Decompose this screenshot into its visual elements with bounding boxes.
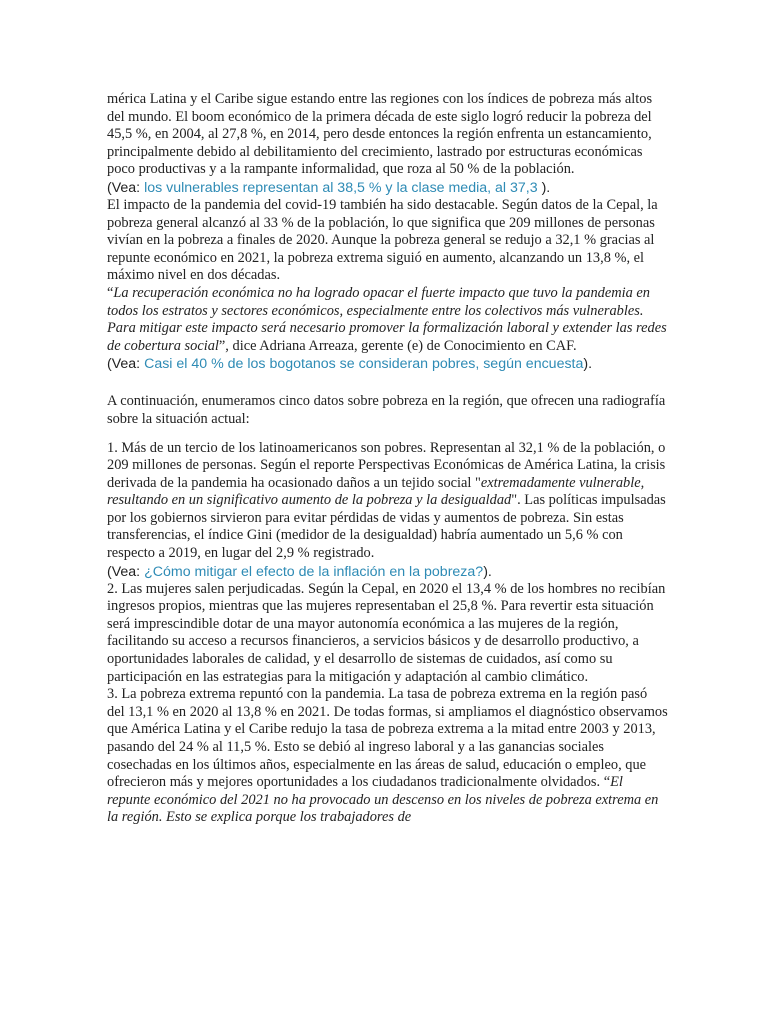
item-1-lead: 1. Más de un tercio de los latinoamericanos son pobres. Representan al 32,1 % de la población, o 209 millones de personas. Según el reporte Perspectivas Económicas de América Latina, la crisis derivada de la pandemia ha ocasionado daños a un tejido social "	[107, 439, 666, 491]
continuation-paragraph: A continuación, enumeramos cinco datos sobre pobreza en la región, que ofrecen una radiografía sobre la situación actual:	[107, 393, 666, 427]
item-3-paragraph	[107, 686, 668, 827]
vea-close: ).	[483, 563, 492, 580]
item-1-rest: ". Las políticas impulsadas por los gobiernos sirvieron para evitar pérdidas de vidas y aumentos de pobreza. Sin estas transferencias, el índice Gini (medidor de la desigualdad) habría aumentado un 5,6 % con respecto a 2019, en lugar del 2,9 % registrado.	[107, 492, 666, 562]
quote-paragraph	[107, 285, 668, 355]
vea-close: ).	[583, 356, 593, 373]
item-2-paragraph: 2. Las mujeres salen perjudicadas. Según la Cepal, en 2020 el 13,4 % de los hombres no recibían ingresos propios, mientras que las mujeres representaban el 25,8 %. Para revertir esta situación será imprescindible dotar de una mayor autonomía económica a las mujeres de la región, facilitando su acceso a recursos financieros, a servicios básicos y de desarrollo productivo, a oportunidades laborales de calidad, y el desarrollo de sistemas de cuidados, así como su participación en las estrategias para la mitigación y adaptación al cambio climático.	[107, 580, 666, 685]
vea-open: (Vea:	[107, 563, 145, 580]
link-vulnerables[interactable]: los vulnerables representan al 38,5 % y la clase media, al 37,3	[144, 179, 542, 196]
vea-reference-1	[107, 179, 668, 197]
link-bogotanos[interactable]: Casi el 40 % de los bogotanos se consideran pobres, según encuesta	[144, 356, 584, 373]
item-3-lead: 3. La pobreza extrema repuntó con la pandemia. La tasa de pobreza extrema en la región pasó del 13,1 % en 2020 al 13,8 % en 2021. De todas formas, si ampliamos el diagnóstico observamos que América Latina y el Caribe redujo la tasa de pobreza extrema a la mitad entre 2003 y 2013, pasando del 24 % al 11,5 %. Esto se debió al ingreso laboral y a las ganancias sociales cosechadas en los últimos años, especialmente en las áreas de salud, educación o empleo, que ofrecieron más y mejores oportunidades a los ciudadanos tradicionalmente olvidados. “	[107, 686, 668, 791]
intro-paragraph: mérica Latina y el Caribe sigue estando entre las regiones con los índices de pobreza más altos del mundo. El boom económico de la primera década de este siglo logró reducir la pobreza del 45,5 %, en 2004, al 27,8 %, en 2014, pero desde entonces la región enfrenta un estancamiento, principalmente debido al debilitamiento del crecimiento, lastrado por estructuras económicas poco productivas y a la rampante informalidad, que roza al 50 % de la población.	[107, 91, 653, 178]
item-1-paragraph	[107, 440, 668, 563]
quote-italic: La recuperación económica no ha logrado opacar el fuerte impacto que tuvo la pandemia en todos los estratos y sectores económicos, especialmente entre los colectivos más vulnerables. Para mitigar este impacto será necesario promover la formalización laboral y extender las redes de cobertura social	[107, 284, 667, 354]
quote-attribution: ”, dice Adriana Arreaza, gerente (e) de Conocimiento en CAF.	[218, 337, 577, 354]
link-inflacion[interactable]: ¿Cómo mitigar el efecto de la inflación en la pobreza?	[144, 563, 484, 580]
item-1-italic: extremadamente vulnerable, resultando en un significativo aumento de la pobreza y la desigualdad	[107, 474, 645, 509]
vea-open: (Vea:	[107, 356, 145, 373]
vea-reference-2	[107, 355, 668, 373]
item-3-italic: El repunte económico del 2021 no ha provocado un descenso en los niveles de pobreza extrema en la región. Esto se explica porque los trabajadores de	[107, 774, 659, 826]
vea-open: (Vea:	[107, 179, 145, 196]
vea-close: ).	[541, 179, 551, 196]
quote-open-mark: “	[107, 284, 114, 301]
covid-paragraph: El impacto de la pandemia del covid-19 también ha sido destacable. Según datos de la Cepal, la pobreza general alcanzó al 33 % de la población, lo que significa que 209 millones de personas vivían en la pobreza a finales de 2020. Aunque la pobreza general se redujo a 32,1 % gracias al repunte económico en 2021, la pobreza extrema siguió en aumento, alcanzando un 13,8 %, el máximo nivel en dos décadas.	[107, 196, 658, 284]
vea-reference-3	[107, 563, 668, 581]
